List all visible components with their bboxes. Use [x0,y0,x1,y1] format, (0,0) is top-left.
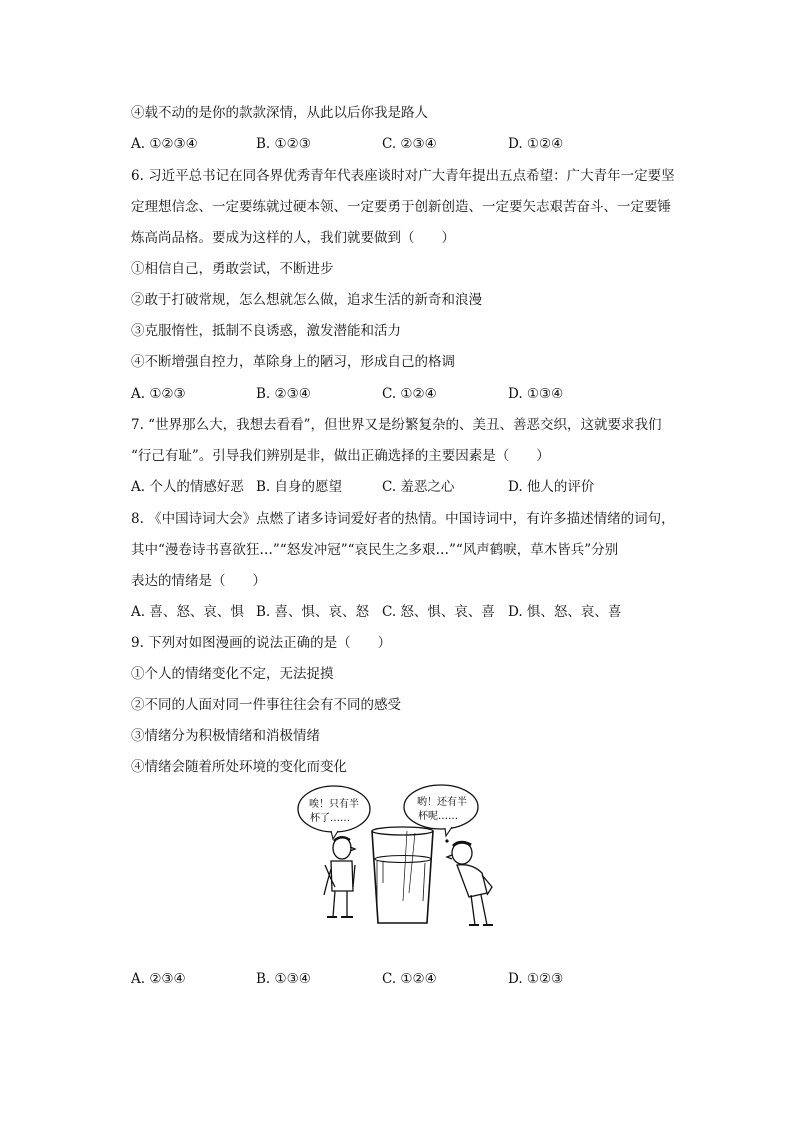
q6-stem-line-1: 6. 习近平总书记在同各界优秀青年代表座谈时对广大青年提出五点希望：广大青年一定要坚 [131,168,675,184]
q7-option-b: B. 自身的愿望 [256,479,343,495]
q9-item-4: ④情绪会随着所处环境的变化而变化 [131,759,347,775]
bubble-left-line-1: 唉！只有半 [309,799,359,810]
q9-option-b: B. ①③④ [256,971,311,987]
q6-stem-line-3: 炼高尚品格。要成为这样的人，我们就要做到（ ） [131,230,455,246]
q9-option-c: C. ①②④ [382,971,437,987]
q6-stem-line-2: 定理想信念、一定要练就过硬本领、一定要勇于创新创造、一定要矢志艰苦奋斗、一定要锤 [131,199,671,215]
pessimist-figure [324,837,355,917]
q5-option-a: A. ①②③④ [131,136,198,152]
q9-item-2: ②不同的人面对同一件事往往会有不同的感受 [131,697,401,713]
q9-option-a: A. ②③④ [131,971,186,987]
q7-option-a: A. 个人的情感好恶 [131,479,244,495]
q9-stem: 9. 下列对如图漫画的说法正确的是（ ） [131,635,392,651]
q6-option-c: C. ①②④ [382,386,437,402]
q5-option-b: B. ①②③ [256,136,311,152]
q9-item-3: ③情绪分为积极情绪和消极情绪 [131,728,320,744]
q7-option-c: C. 羞恶之心 [382,479,455,495]
q6-item-3: ③克服惰性，抵制不良诱惑，激发潜能和活力 [131,323,401,339]
q5-item-4: ④载不动的是你的款款深情，从此以后你我是路人 [131,105,428,121]
q8-stem-line-1: 8. 《中国诗词大会》点燃了诸多诗词爱好者的热情。中国诗词中，有许多描述情绪的词句， [131,511,675,527]
q6-option-d: D. ①③④ [508,386,564,402]
q8-option-b: B. 喜、惧、哀、怒 [256,604,370,620]
q6-item-2: ②敢于打破常规，怎么想就怎么做，追求生活的新奇和浪漫 [131,292,482,308]
q8-stem-line-3: 表达的情绪是（ ） [131,573,266,589]
q7-stem-line-1: 7. “世界那么大，我想去看看”，但世界又是纷繁复杂的、美丑、善恶交织，这就要求我们 [131,417,662,433]
q6-option-b: B. ②③④ [256,386,311,402]
optimist-figure [447,842,493,925]
bubble-right-line-1: 哟！还有半 [417,797,467,808]
q8-option-a: A. 喜、怒、哀、惧 [131,604,244,620]
q5-option-d: D. ①②④ [508,136,564,152]
q8-stem-line-2: 其中“漫卷诗书喜欲狂…”“怒发冲冠”“哀民生之多艰…”“风声鹤唳，草木皆兵”分别 [131,542,619,558]
q9-item-1: ①个人的情绪变化不定，无法捉摸 [131,666,334,682]
q7-option-d: D. 他人的评价 [508,479,595,495]
q5-option-c: C. ②③④ [382,136,437,152]
bubble-right-line-2: 杯呢…… [418,811,458,822]
q6-option-a: A. ①②③ [131,386,186,402]
q7-stem-line-2: “行己有耻”。引导我们辨别是非，做出正确选择的主要因素是（ ） [131,448,550,464]
half-glass-cartoon [297,783,509,928]
q9-option-d: D. ①②③ [508,971,564,987]
q8-option-c: C. 怒、惧、哀、喜 [382,604,495,620]
q8-option-d: D. 惧、怒、哀、喜 [508,604,622,620]
bubble-left [298,786,370,845]
q6-item-4: ④不断增强自控力，革除身上的陋习，形成自己的格调 [131,354,455,370]
q6-item-1: ①相信自己，勇敢尝试，不断进步 [131,261,334,277]
half-full-glass [372,827,433,923]
bubble-left-line-2: 杯了…… [310,813,350,824]
